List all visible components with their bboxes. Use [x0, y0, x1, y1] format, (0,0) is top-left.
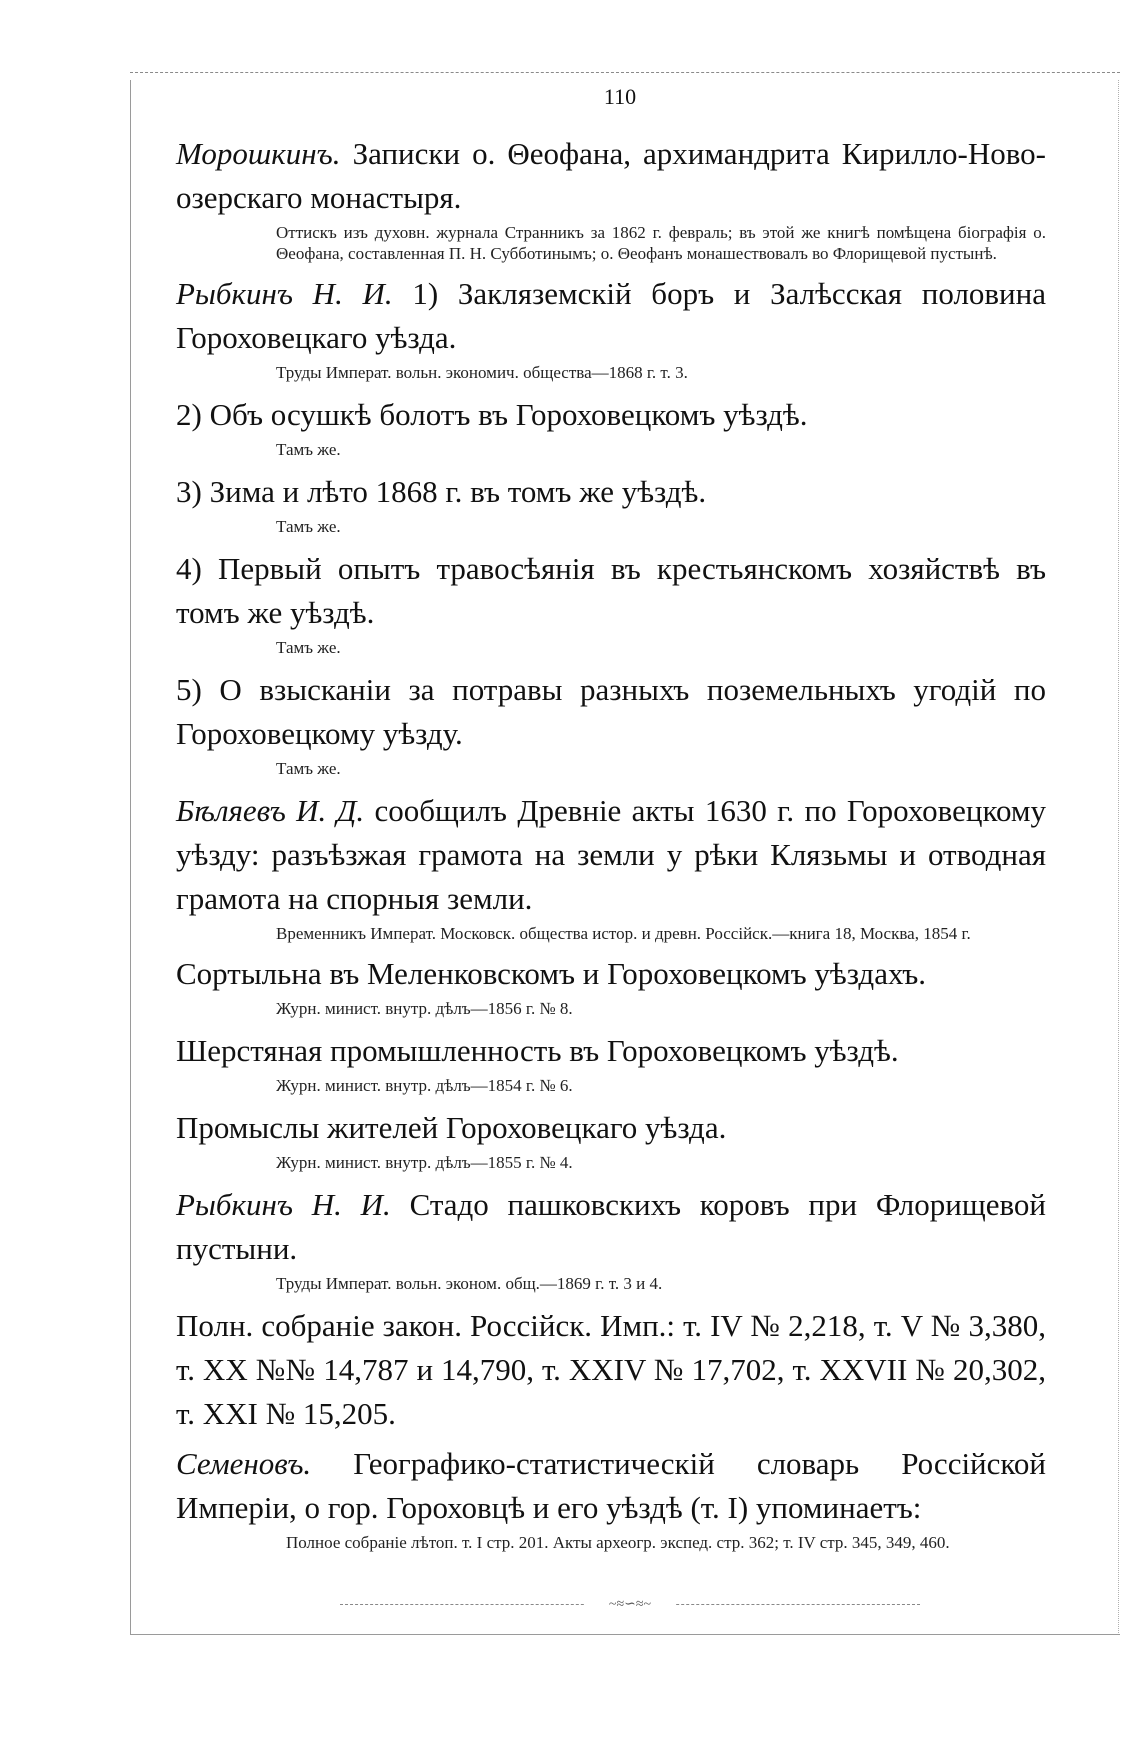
- entry-title: Полн. собраніе закон. Россійск. Имп.: т. IV № 2,218, т. V № 3,380, т. XX №№ 14,787 и 14,790, т. XXIV № 17,702, т. XXVII № 20,302, т. XXI № 15,205.: [176, 1308, 1046, 1431]
- entry-title: 3) Зима и лѣто 1868 г. въ томъ же уѣздѣ.: [176, 474, 707, 509]
- entry-title: Стадо пашковскихъ коровъ при Флорищевой пустыни.: [176, 1187, 1046, 1266]
- bibliography-list: [176, 132, 1046, 1561]
- author-name: Морошкинъ.: [176, 136, 341, 171]
- entry-main: [176, 1442, 1046, 1530]
- entry-laws: [176, 1304, 1046, 1436]
- entry-title: Промыслы жителей Гороховецкаго уѣзда.: [176, 1110, 727, 1145]
- entry-note: Журн. минист. внутр. дѣлъ—1856 г. № 8.: [276, 999, 573, 1018]
- entry-title: 4) Первый опытъ травосѣянія въ крестьянскомъ хозяйствѣ въ томъ же уѣздѣ.: [176, 551, 1046, 630]
- entry-crafts: [176, 1106, 1046, 1173]
- page-frame-left: [130, 80, 131, 1635]
- entry-note: Труды Императ. вольн. экономич. общества—1868 г. т. 3.: [276, 363, 688, 382]
- entry-moroshkin: [176, 132, 1046, 264]
- entry-title: Шерстяная промышленность въ Гороховецкомъ уѣздѣ.: [176, 1033, 899, 1068]
- author-name: Бѣляевъ И. Д.: [176, 793, 365, 828]
- entry-note: Тамъ же.: [276, 759, 341, 778]
- entry-main: [176, 1183, 1046, 1271]
- entry-sortylna: [176, 952, 1046, 1019]
- entry-wool-industry: [176, 1029, 1046, 1096]
- entry-title: Географико-статистическій словарь Россійской Имперіи, о гор. Гороховцѣ и его уѣздѣ (т. I) упоминаетъ:: [176, 1446, 1046, 1525]
- page-number: 110: [603, 84, 637, 109]
- entry-title: 5) О взысканіи за потравы разныхъ поземельныхъ угодій по Гороховецкому уѣзду.: [176, 672, 1046, 751]
- entry-note: Временникъ Императ. Московск. общества истор. и древн. Россійск.—книга 18, Москва, 1854 г.: [276, 924, 971, 943]
- entry-title: Записки о. Θеофана, архимандрита Кирилло-Ново-озерскаго монастыря.: [176, 136, 1047, 215]
- end-ornament: [340, 1597, 920, 1613]
- entry-rybkin-1: [176, 272, 1046, 383]
- entry-note: Тамъ же.: [276, 638, 341, 657]
- author-name: Семеновъ.: [176, 1446, 312, 1481]
- entry-main: [176, 272, 1046, 360]
- entry-belyaev: [176, 789, 1046, 944]
- page-frame-top: [130, 72, 1120, 73]
- entry-title: сообщилъ Древніе акты 1630 г. по Гороховецкому уѣзду: разъѣзжая грамота на земли у рѣки Клязьмы и отводная грамота на спорныя земли.: [176, 793, 1046, 916]
- entry-main: [176, 132, 1046, 220]
- author-name: Рыбкинъ Н. И.: [176, 1187, 391, 1222]
- entry-title: Сортыльна въ Меленковскомъ и Гороховецкомъ уѣздахъ.: [176, 956, 927, 991]
- entry-semenov: [176, 1442, 1046, 1553]
- entry-title: 2) Объ осушкѣ болотъ въ Гороховецкомъ уѣздѣ.: [176, 397, 808, 432]
- page-frame-right: [1118, 80, 1119, 1635]
- entry-note: Тамъ же.: [276, 440, 341, 459]
- entry-main: [176, 789, 1046, 921]
- page-frame-bottom: [130, 1634, 1120, 1635]
- author-name: Рыбкинъ Н. И.: [176, 276, 393, 311]
- ornament-flourish-icon: ~≈∽≈~: [585, 1596, 675, 1613]
- entry-note: Труды Императ. вольн. эконом. общ.—1869 г. т. 3 и 4.: [276, 1274, 663, 1293]
- entry-note: Журн. минист. внутр. дѣлъ—1855 г. № 4.: [276, 1153, 573, 1172]
- entry-rybkin-3: [176, 470, 1046, 537]
- entry-note: Оттискъ изъ духовн. журнала Странникъ за 1862 г. февраль; въ этой же книгѣ помѣщена біографія о. Θеофана, составленная П. Н. Субботинымъ; о. Θеофанъ монашествовалъ во Флорищевой пустынѣ.: [276, 223, 1046, 263]
- entry-rybkin-4: [176, 547, 1046, 658]
- entry-rybkin-herd: [176, 1183, 1046, 1294]
- entry-note: Тамъ же.: [276, 517, 341, 536]
- entry-note: Полное собраніе лѣтоп. т. I стр. 201. Акты археогр. экспед. стр. 362; т. IV стр. 345, 349, 460.: [286, 1533, 950, 1552]
- entry-rybkin-2: [176, 393, 1046, 460]
- entry-note: Журн. минист. внутр. дѣлъ—1854 г. № 6.: [276, 1076, 573, 1095]
- entry-title: 1) Закляземскій боръ и Залѣсская половина Гороховецкаго уѣзда.: [176, 276, 1046, 355]
- entry-rybkin-5: [176, 668, 1046, 779]
